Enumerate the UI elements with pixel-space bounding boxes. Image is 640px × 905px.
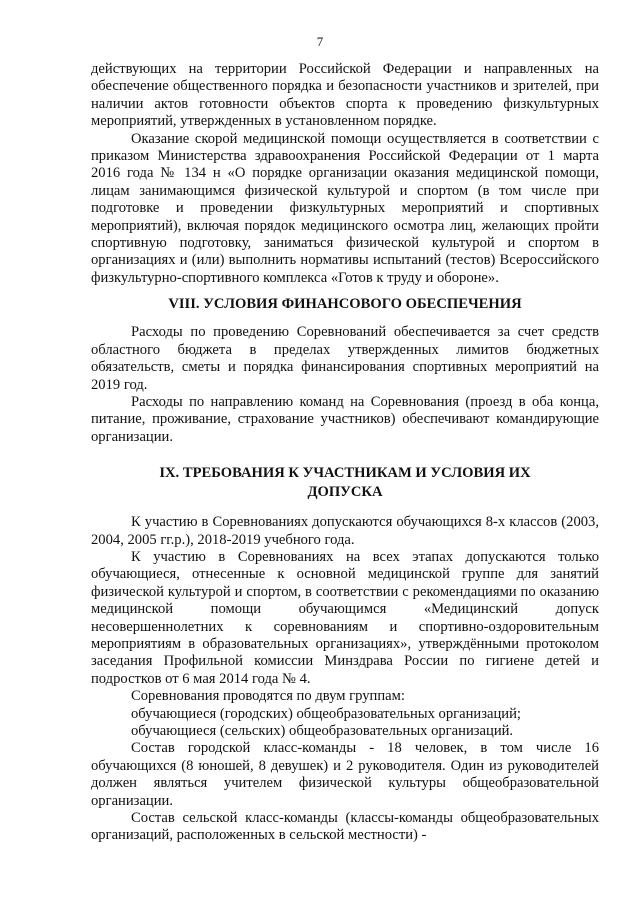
paragraph-11: Состав сельской класс-команды (классы-команды общеобразовательных организаций, расположенных в сельской местности) - (91, 810, 599, 844)
section-heading-8: VIII. УСЛОВИЯ ФИНАНСОВОГО ОБЕСПЕЧЕНИЯ (168, 296, 522, 313)
paragraph-9: обучающиеся (сельских) общеобразовательных организаций. (131, 723, 514, 739)
paragraph-5: К участию в Соревнованиях допускаются обучающихся 8-х классов (2003, 2004, 2005 гг.р.), 2018-2019 учебного года. (91, 514, 599, 548)
paragraph-1: действующих на территории Российской Федерации и направленных на обеспечение общественного порядка и безопасности участников и зрителей, при наличии актов готовности объектов спорта к проведению физкультурных мероприятий, утвержденных в установленном порядке. (91, 61, 599, 130)
paragraph-6: К участию в Соревнованиях на всех этапах допускаются только обучающиеся, отнесенные к основной медицинской группе для занятий физической культурой и спортом, в соответствии с рекомендациями по оказанию медицинской помощи обучающимся «Медицинский допуск несовершеннолетних к соревнованиям и спортивно-оздоровительным мероприятиям в образовательных организациях», утверждёнными протоколом заседания Профильной комиссии Минздрава России по гигиене детей и подростков от 6 мая 2014 года № 4. (91, 548, 599, 687)
paragraph-10: Состав городской класс-команды - 18 человек, в том числе 16 обучающихся (8 юношей, 8 девушек) и 2 руководителя. Один из руководителей должен являться учителем физической культуры общеобразовательной организации. (91, 740, 599, 809)
page-number: 7 (316, 34, 324, 49)
paragraph-4: Расходы по направлению команд на Соревнования (проезд в оба конца, питание, проживание, страхование участников) обеспечивают командирующие организации. (91, 393, 599, 445)
paragraph-8: обучающиеся (городских) общеобразовательных организаций; (131, 705, 521, 722)
document-body (91, 61, 599, 845)
paragraph-3: Расходы по проведению Соревнований обеспечивается за счет средств областного бюджета в пределах утвержденных лимитов бюджетных обязательств, сметы и порядка финансирования спортивных мероприятий на 2019 год. (91, 324, 599, 393)
section-heading-9: IX. ТРЕБОВАНИЯ К УЧАСТНИКАМ И УСЛОВИЯ ИХ ДОПУСКА (159, 465, 531, 501)
paragraph-7: Соревнования проводятся по двум группам: (131, 688, 405, 705)
paragraph-2: Оказание скорой медицинской помощи осуществляется в соответствии с приказом Министерства здравоохранения Российской Федерации от 1 марта 2016 года № 134 н «О порядке организации оказания медицинской помощи, лицам занимающимся физической культурой и спортом (в том числе при подготовке и проведении физкультурных мероприятий и спортивных мероприятий), включая порядок медицинского осмотра лиц, желающих пройти спортивную подготовку, заниматься физической культурой и спортом в организациях и (или) выполнить нормативы испытаний (тестов) Всероссийского физкультурно-спортивного комплекса «Готов к труду и обороне». (91, 130, 599, 286)
